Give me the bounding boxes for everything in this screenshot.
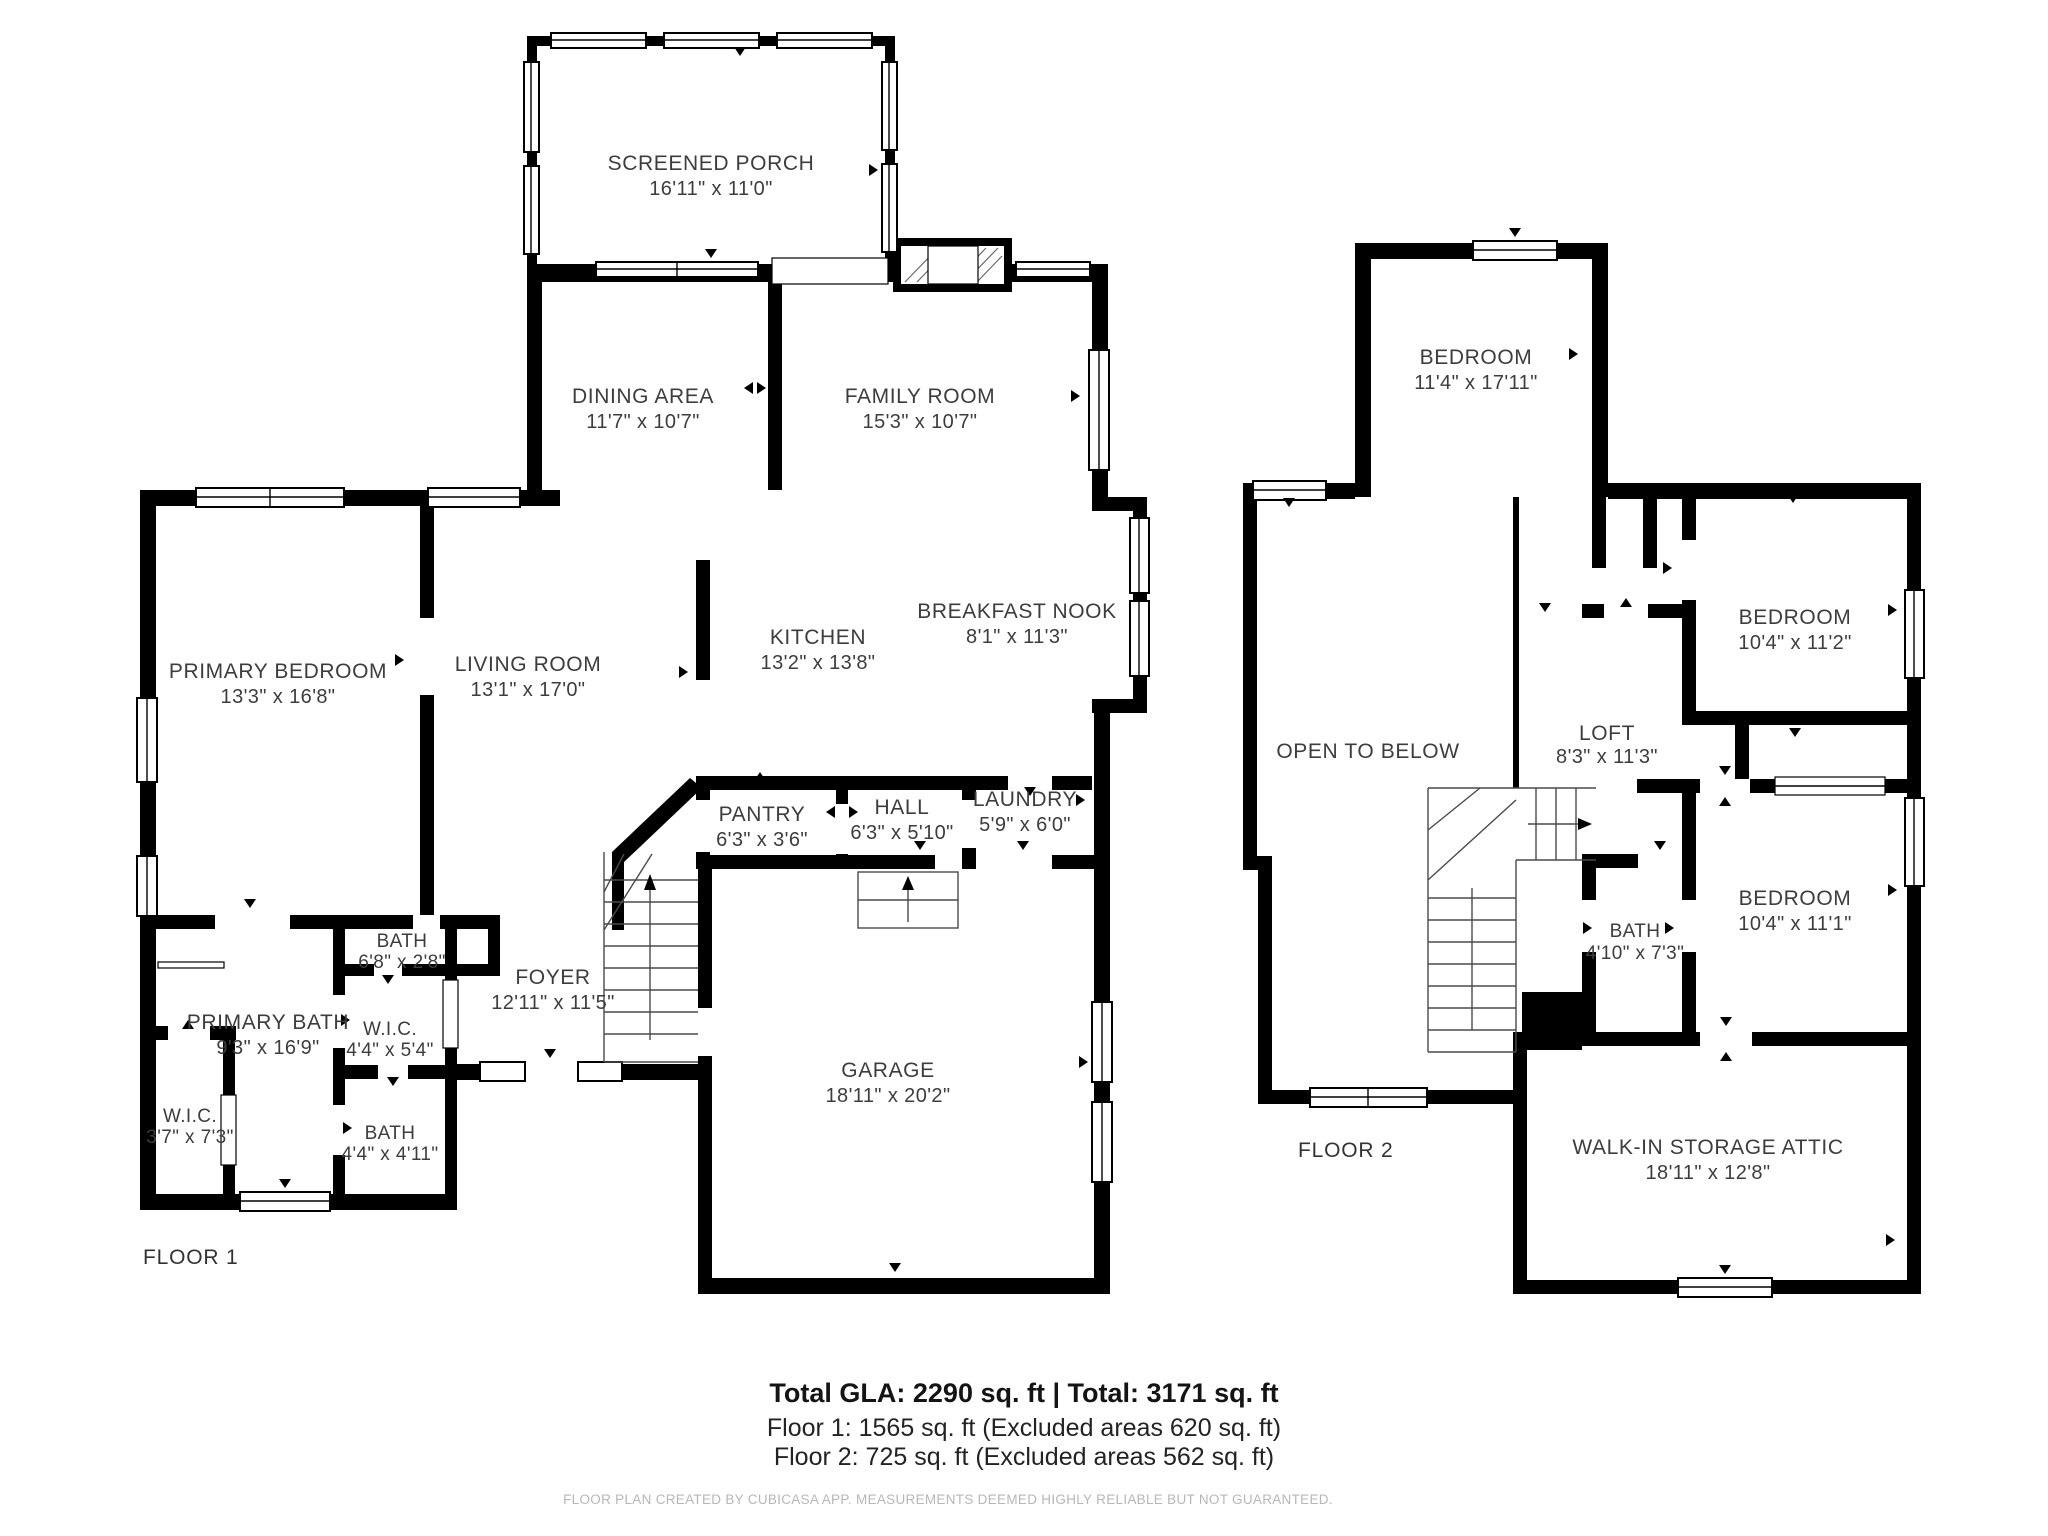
- floor2-label: FLOOR 2: [1298, 1139, 1394, 1162]
- room-label-wic-b: W.I.C.: [162, 1106, 218, 1127]
- room-label-primary-bedroom: PRIMARY BEDROOM: [168, 660, 388, 683]
- floor1-area-summary: Floor 1: 1565 sq. ft (Excluded areas 620 sq. ft): [766, 1414, 1282, 1442]
- room-dims-pantry: 6'3" x 3'6": [716, 829, 808, 851]
- room-label-dining: DINING AREA: [572, 385, 714, 408]
- room-dims-kitchen: 13'2" x 13'8": [760, 652, 876, 674]
- room-label-bedroom-b: BEDROOM: [1738, 606, 1852, 629]
- room-label-family: FAMILY ROOM: [844, 385, 996, 408]
- room-label-primary-bath: PRIMARY BATH: [186, 1011, 350, 1034]
- room-label-wic-a: W.I.C.: [362, 1019, 418, 1040]
- room-label-pantry: PANTRY: [718, 803, 806, 826]
- room-dims-bedroom-b: 10'4" x 11'2": [1738, 632, 1852, 654]
- room-dims-bath2: 4'10" x 7'3": [1585, 943, 1685, 964]
- creator-credit-line: FLOOR PLAN CREATED BY CUBICASA APP. MEASUREMENTS DEEMED HIGHLY RELIABLE BUT NOT GUARANTEED.: [563, 1492, 1333, 1507]
- floor1-label: FLOOR 1: [143, 1246, 239, 1269]
- room-dims-primary-bath: 9'3" x 16'9": [216, 1037, 320, 1059]
- room-label-attic: WALK-IN STORAGE ATTIC: [1572, 1136, 1844, 1159]
- attic-ladder-box: [858, 872, 958, 928]
- room-dims-primary-bedroom: 13'3" x 16'8": [220, 686, 336, 708]
- room-dims-living: 13'1" x 17'0": [470, 679, 586, 701]
- room-label-kitchen: KITCHEN: [769, 626, 867, 649]
- room-dims-garage: 18'11" x 20'2": [825, 1085, 951, 1107]
- room-dims-foyer: 12'11" x 11'5": [491, 992, 615, 1014]
- room-dims-family: 15'3" x 10'7": [862, 411, 978, 433]
- room-dims-laundry: 5'9" x 6'0": [979, 814, 1071, 836]
- room-label-garage: GARAGE: [841, 1059, 935, 1082]
- room-dims-porch: 16'11" x 11'0": [649, 178, 773, 200]
- room-label-nook: BREAKFAST NOOK: [917, 600, 1117, 623]
- room-label-bath2: BATH: [1609, 921, 1661, 942]
- room-dims-bedroom-c: 10'4" x 11'1": [1738, 913, 1852, 935]
- room-dims-wic-b: 3'7" x 7'3": [146, 1127, 234, 1148]
- room-label-bath-small: BATH: [376, 931, 428, 952]
- floor1-labels: [146, 152, 1116, 1165]
- room-label-loft: LOFT: [1578, 722, 1636, 745]
- room-dims-bath-b: 4'4" x 4'11": [341, 1144, 439, 1165]
- room-label-porch: SCREENED PORCH: [607, 152, 815, 175]
- room-dims-bedroom-a: 11'4" x 17'11": [1414, 372, 1538, 394]
- floor2-area-summary: Floor 2: 725 sq. ft (Excluded areas 562 sq. ft): [773, 1443, 1275, 1471]
- room-dims-loft: 8'3" x 11'3": [1556, 746, 1658, 768]
- room-dims-attic: 18'11" x 12'8": [1645, 1162, 1771, 1184]
- room-label-bedroom-a: BEDROOM: [1419, 346, 1533, 369]
- room-label-open-below: OPEN TO BELOW: [1276, 740, 1460, 763]
- room-label-hall: HALL: [874, 796, 930, 819]
- total-area-summary: Total GLA: 2290 sq. ft | Total: 3171 sq. ft: [769, 1378, 1279, 1408]
- room-label-bath-b: BATH: [364, 1123, 416, 1144]
- room-dims-nook: 8'1" x 11'3": [966, 626, 1068, 648]
- room-label-foyer: FOYER: [515, 966, 591, 989]
- room-label-bedroom-c: BEDROOM: [1738, 887, 1852, 910]
- room-dims-dining: 11'7" x 10'7": [586, 411, 700, 433]
- room-dims-hall: 6'3" x 5'10": [850, 822, 954, 844]
- room-label-living: LIVING ROOM: [454, 653, 602, 676]
- room-dims-bath-small: 6'8" x 2'8": [358, 952, 446, 973]
- room-label-laundry: LAUNDRY: [972, 788, 1078, 811]
- room-dims-wic-a: 4'4" x 5'4": [346, 1040, 434, 1061]
